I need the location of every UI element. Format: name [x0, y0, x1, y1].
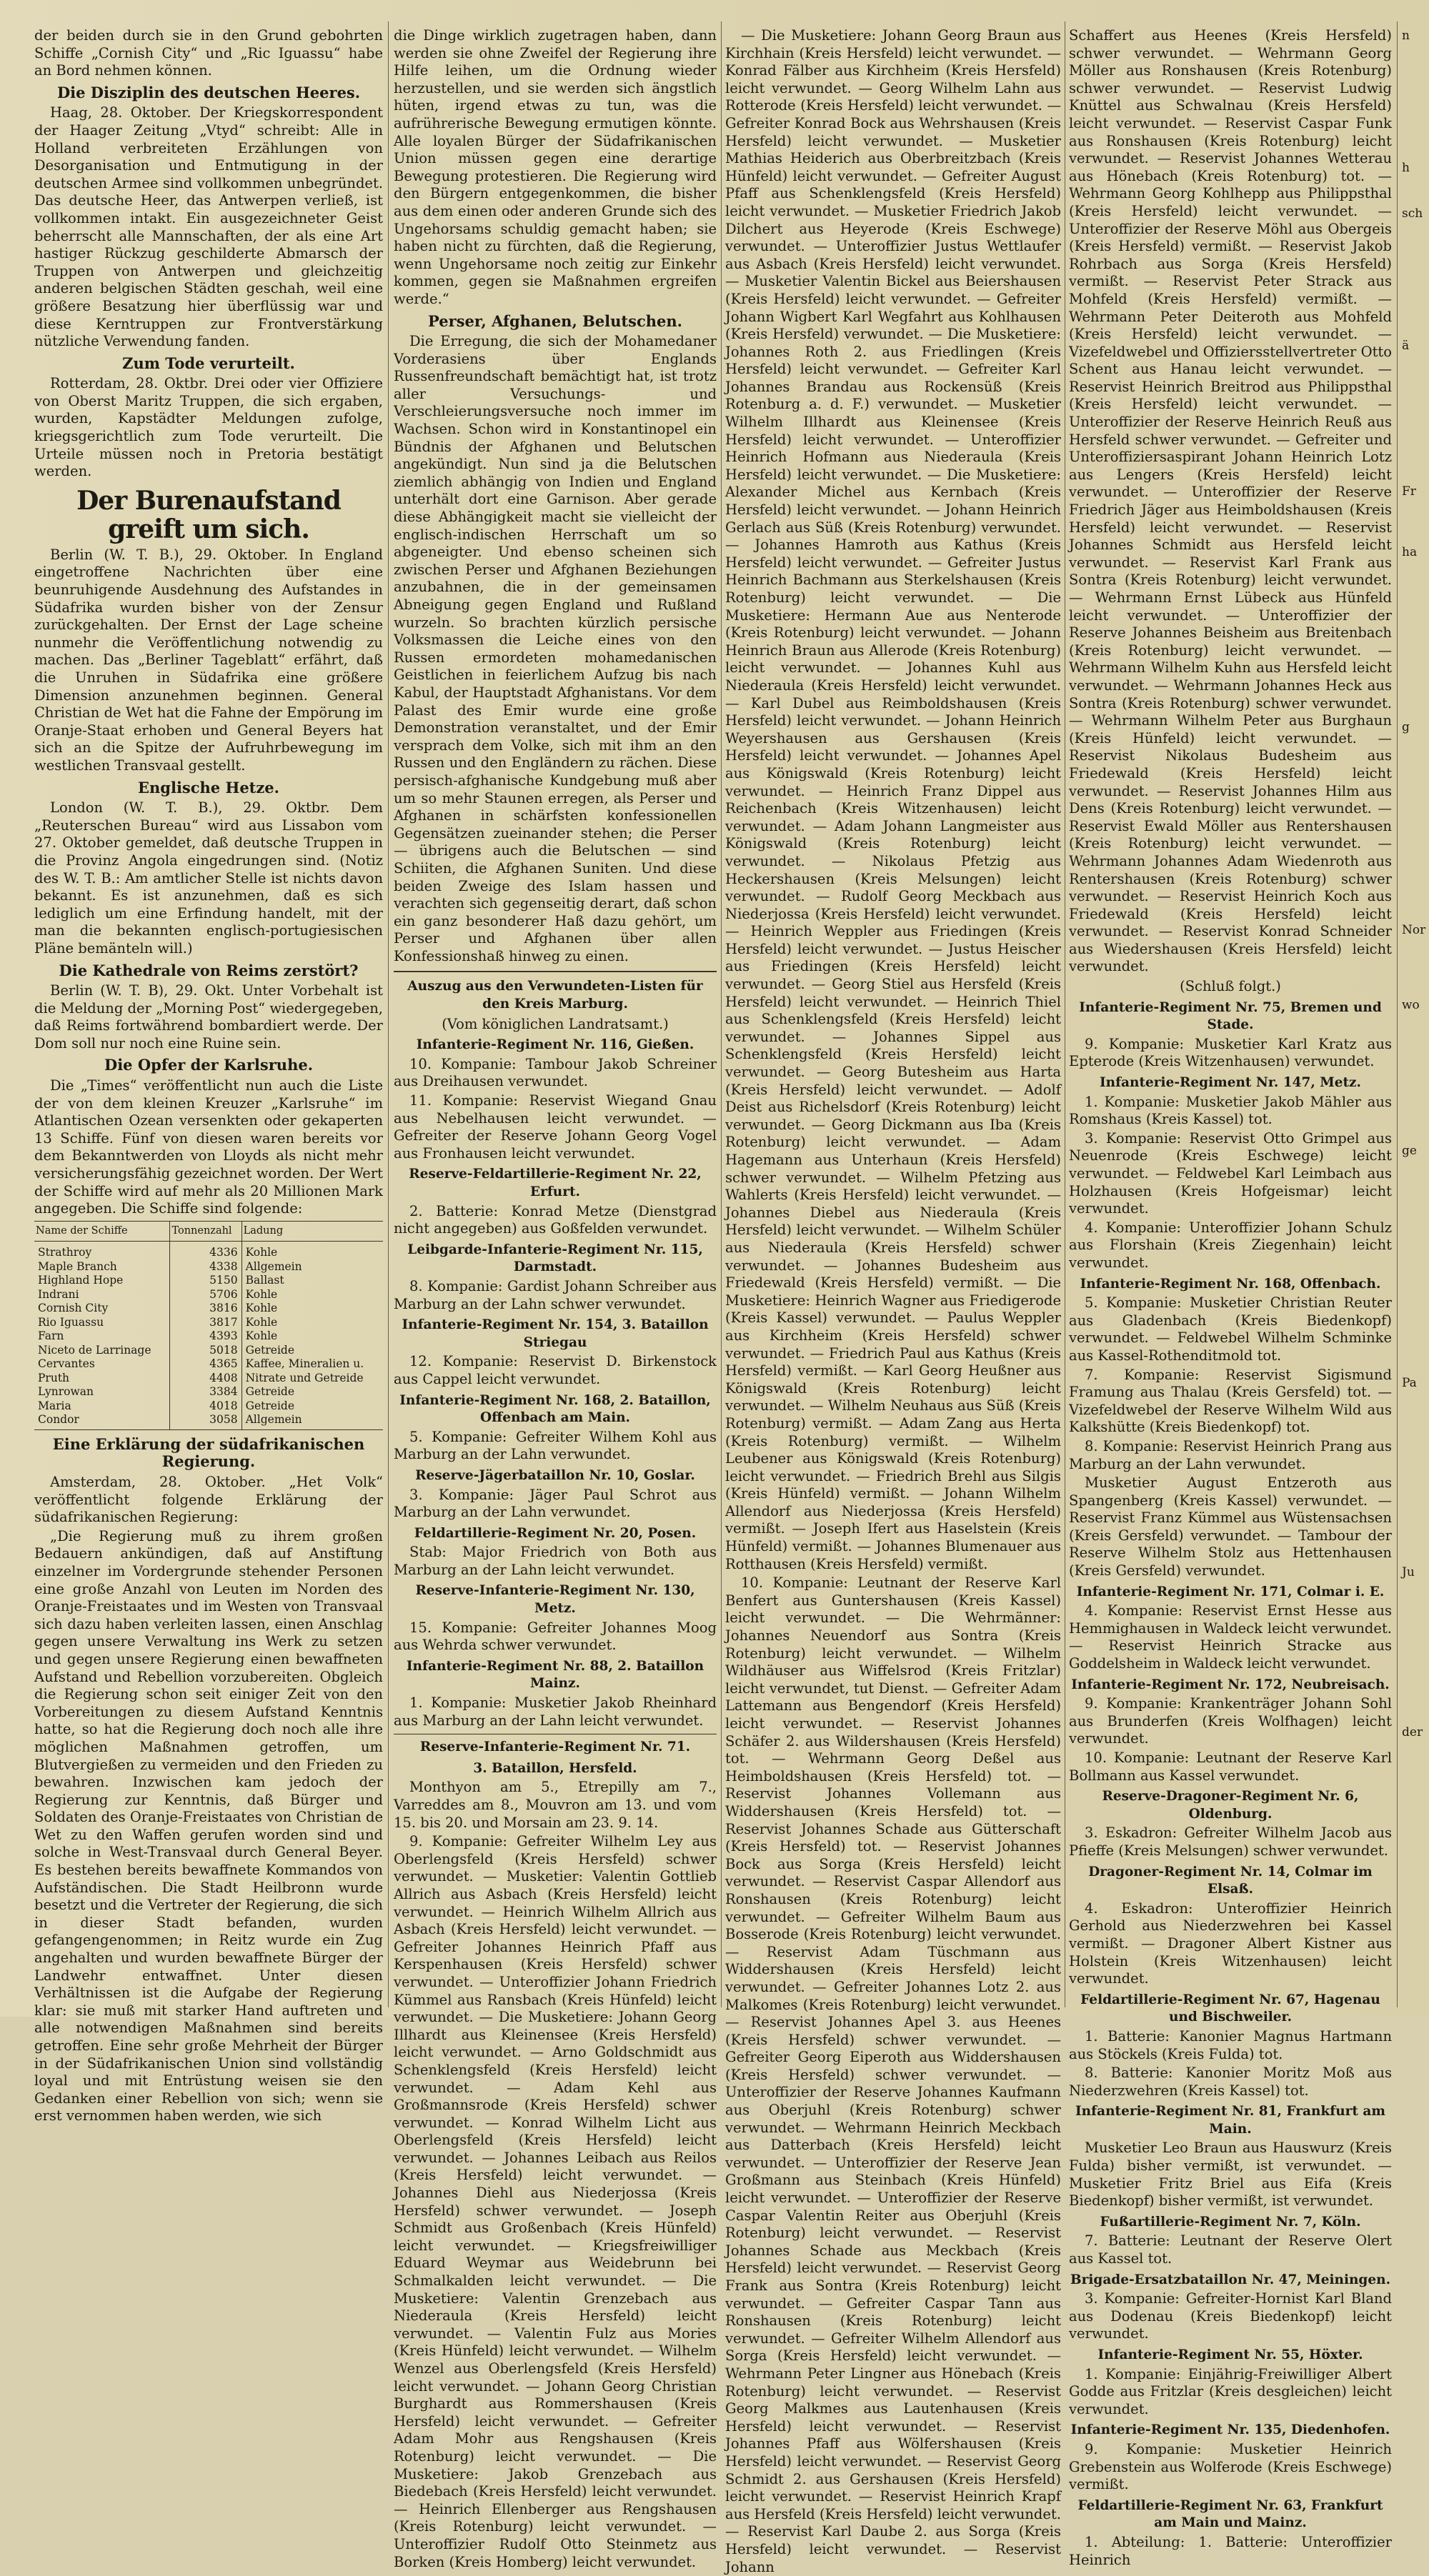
tonnage-cell: 4338: [170, 1260, 242, 1274]
ship-name-cell: Condor: [34, 1413, 170, 1429]
regiment-heading: Infanterie-Regiment Nr. 172, Neubreisach.: [1071, 1677, 1390, 1692]
casualty-entry: 15. Kompanie: Gefreiter Johannes Moog aus Wehrda schwer verwundet.: [394, 1619, 717, 1654]
cargo-cell: Kohle: [242, 1316, 383, 1330]
cutoff-fragment: ha: [1402, 544, 1418, 559]
article-text: Die „Times“ veröffentlicht nun auch die Liste der von dem kleinen Kreuzer „Karlsruhe“ im Atlantischen Ozean versenkten oder gekaperten 13 Schiffe. Fünf von diesen waren bereits vor dem Bekanntwerden von Lloyds als nicht mehr versicherungsfähig gezeichnet worden. Der Wert der Schiffe wird auf mehr als 20 Millionen Mark angegeben. Die Schiffe sind folgende:: [34, 1077, 383, 1217]
headline: Die Opfer der Karlsruhe.: [104, 1056, 314, 1074]
table-row: [34, 1260, 383, 1274]
ship-name-cell: Highland Hope: [38, 1274, 124, 1287]
tonnage-cell: 3816: [170, 1302, 242, 1316]
column-2: [394, 27, 717, 2570]
regiment-heading: Brigade-Ersatzbataillon Nr. 47, Meiningen.: [1070, 2272, 1391, 2287]
cargo-cell: Getreide: [242, 1344, 383, 1358]
casualty-entry: Musketier August Entzeroth aus Spangenberg (Kreis Kassel) verwundet. — Reservist Franz Kümmel aus Wüstensachsen (Kreis Gersfeld) verwundet. — Tambour der Reserve Wilhelm Stolz aus Hettenhausen (Kreis Gersfeld) verwundet.: [1069, 1474, 1392, 1579]
cargo-cell: Allgemein: [242, 1413, 383, 1429]
battle-dates: Monthyon am 5., Etrepilly am 7., Varreddes am 8., Mouvron am 13. und vom 15. bis 20. und Morsain am 23. 9. 14.: [394, 1779, 717, 1831]
casualty-entry: 1. Kompanie: Musketier Jakob Rheinhard aus Marburg an der Lahn leicht verwundet.: [394, 1694, 717, 1729]
regiment-heading: Feldartillerie-Regiment Nr. 63, Frankfurt am Main und Mainz.: [1077, 2497, 1383, 2531]
casualty-entry: 8. Batterie: Kanonier Moritz Moß aus Niederzwehren (Kreis Kassel) tot.: [1069, 2065, 1392, 2099]
casualty-entry: 7. Kompanie: Reservist Sigismund Framung aus Thalau (Kreis Gersfeld) tot. — Vizefeldwebel der Reserve Wilhelm Wild aus Kalkshütte (Kreis Biedenkopf) tot.: [1069, 1366, 1392, 1436]
table-row: [34, 1357, 383, 1372]
regiment-heading: Infanterie-Regiment Nr. 55, Höxter.: [1097, 2347, 1363, 2362]
table-header: Name der Schiffe: [34, 1221, 170, 1242]
cargo-cell: Kohle: [242, 1329, 383, 1344]
cutoff-fragment: n: [1402, 29, 1410, 43]
table-row: [34, 1344, 383, 1358]
tonnage-cell: 5018: [170, 1344, 242, 1358]
casualty-entry: 9. Kompanie: Gefreiter Wilhelm Ley aus Oberlengsfeld (Kreis Hersfeld) schwer verwundet. — Musketier: Valentin Gottlieb Allrich aus Asbach (Kreis Hersfeld) leicht verwundet. — Heinrich Wilhelm Allrich aus Asbach (Kreis Hersfeld) leicht verwundet. — Gefreiter Johannes Heinrich Pfaff aus Kerspenhausen (Kreis Hersfeld) schwer verwundet. — Unteroffizier Johann Friedrich Kümmel aus Ransbach (Kreis Hünfeld) leicht verwundet. — Die Musketiere: Johann Georg Illhardt aus Kleinensee (Kreis Hersfeld) leicht verwundet. — Arno Goldschmidt aus Schenklengsfeld (Kreis Hersfeld) leicht verwundet. — Adam Kehl aus Großmannsrode (Kreis Hersfeld) schwer verwundet. — Konrad Wilhelm Licht aus Oberlengsfeld (Kreis Hersfeld) leicht verwundet. — Johannes Leibach aus Reilos (Kreis Hersfeld) leicht verwundet. — Johannes Diehl aus Niederjossa (Kreis Hersfeld) schwer verwundet. — Joseph Schmidt aus Großenbach (Kreis Hünfeld) leicht verwundet. — Kriegsfreiwilliger Eduard Weymar aus Weidebrunn bei Schmalkalden leicht verwundet. — Die Musketiere: Valentin Grenzebach aus Niederaula (Kreis Hersfeld) leicht verwundet. — Valentin Fulz aus Mories (Kreis Hünfeld) leicht verwundet. — Wilhelm Wenzel aus Oberlengsfeld (Kreis Hersfeld) leicht verwundet. — Johann Georg Christian Burghardt aus Rommershausen (Kreis Hersfeld) leicht verwundet. — Gefreiter Adam Mohr aus Rengshausen (Kreis Rotenburg) leicht verwundet. — Die Musketiere: Jakob Grenzebach aus Biedebach (Kreis Hersfeld) leicht verwundet. — Heinrich Ellenberger aus Rengshausen (Kreis Rotenburg) leicht verwundet. — Unteroffizier Rudolf Otto Steinmetz aus Borken (Kreis Homberg) leicht verwundet.: [394, 1833, 717, 2570]
regiment-subheading: 3. Bataillon, Hersfeld.: [473, 1760, 637, 1776]
cutoff-fragment: Fr: [1402, 484, 1416, 499]
article-text: Amsterdam, 28. Oktober. „Het Volk“ veröffentlicht folgende Erklärung der südafrikanischen Regierung:: [34, 1474, 383, 1526]
cutoff-fragment: Nor: [1402, 923, 1426, 938]
ship-name-cell: Cornish City: [38, 1302, 109, 1315]
casualty-entry: 8. Kompanie: Gardist Johann Schreiber aus Marburg an der Lahn schwer verwundet.: [394, 1277, 717, 1312]
cutoff-fragment: wo: [1402, 997, 1420, 1012]
casualty-entry: 8. Kompanie: Reservist Heinrich Prang aus Marburg an der Lahn verwundet.: [1069, 1437, 1392, 1472]
cutoff-fragment: der: [1402, 1725, 1423, 1740]
cutoff-fragment: h: [1402, 160, 1410, 175]
source-note: (Vom königlichen Landratsamt.): [442, 1015, 669, 1032]
casualty-entry: — Die Musketiere: Johann Georg Braun aus Kirchhain (Kreis Hersfeld) leicht verwundet. — Konrad Fälber aus Kirchheim (Kreis Hersfeld) leicht verwundet. — Georg Wilhelm Lahn aus Rotterode (Kreis Hersfeld) leicht verwundet. — Gefreiter Konrad Bock aus Wehrshausen (Kreis Hersfeld) leicht verwundet. — Musketier Mathias Heiderich aus Oberbreitzbach (Kreis Hünfeld) leicht verwundet. — Gefreiter August Pfaff aus Schenklengsfeld (Kreis Hersfeld) leicht verwundet. — Musketier Friedrich Jakob Dilchert aus Heyerode (Kreis Eschwege) verwundet. — Unteroffizier Justus Wettlaufer aus Asbach (Kreis Hersfeld) leicht verwundet. — Musketier Valentin Bickel aus Beiershausen (Kreis Hersfeld) leicht verwundet. — Gefreiter Johann Wigbert Karl Wegfahrt aus Kohlhausen (Kreis Hersfeld) verwundet. — Die Musketiere: Johannes Roth 2. aus Friedlingen (Kreis Hersfeld) leicht verwundet. — Gefreiter Karl Johannes Brandau aus Rockensüß (Kreis Rotenburg a. d. F.) verwundet. — Musketier Wilhelm Illhardt aus Kleinensee (Kreis Hersfeld) leicht verwundet. — Unteroffizier Heinrich Hofmann aus Niederaula (Kreis Hersfeld) leicht verwundet. — Die Musketiere: Alexander Michel aus Kernbach (Kreis Hersfeld) leicht verwundet. — Johann Heinrich Gerlach aus Süß (Kreis Rotenburg) verwundet. — Johannes Hamroth aus Kathus (Kreis Hersfeld) leicht verwundet. — Gefreiter Justus Heinrich Bachmann aus Sterkelshausen (Kreis Rotenburg) leicht verwundet. — Die Musketiere: Hermann Aue aus Nenterode (Kreis Rotenburg) leicht verwundet. — Johann Heinrich Braun aus Allerode (Kreis Rotenburg) leicht verwundet. — Johannes Kuhl aus Niederaula (Kreis Hersfeld) leicht verwundet. — Karl Dubel aus Reimboldshausen (Kreis Hersfeld) leicht verwundet. — Johann Heinrich Weyershausen aus Gershausen (Kreis Hersfeld) leicht verwundet. — Johannes Apel aus Königswald (Kreis Rotenburg) leicht verwundet. — Heinrich Franz Dippel aus Reichenbach (Kreis Witzenhausen) leicht verwundet. — Adam Johann Langmeister aus Königswald (Kreis Rotenburg) leicht verwundet. — Nikolaus Pfetzig aus Heckershausen (Kreis Melsungen) leicht verwundet. — Rudolf Georg Meckbach aus Niederjossa (Kreis Hersfeld) leicht verwundet. — Heinrich Weppler aus Friedingen (Kreis Hersfeld) leicht verwundet. — Justus Heischer aus Friedingen (Kreis Hersfeld) leicht verwundet. — Georg Stiel aus Hersfeld (Kreis Hersfeld) leicht verwundet. — Heinrich Thiel aus Schenklengsfeld (Kreis Hersfeld) leicht verwundet. — Johannes Sippel aus Schenklengsfeld (Kreis Hersfeld) leicht verwundet. — Georg Butesheim aus Harta (Kreis Hersfeld) leicht verwundet. — Adolf Deist aus Richelsdorf (Kreis Rotenburg) leicht verwundet. — Georg Dickmann aus Iba (Kreis Rotenburg) leicht verwundet. — Adam Hagemann aus Unterhaun (Kreis Hersfeld) schwer verwundet. — Wilhelm Pfetzing aus Wahlerts (Kreis Hersfeld) leicht verwundet. — Johannes Diebel aus Niederaula (Kreis Hersfeld) leicht verwundet. — Wilhelm Schüler aus Niederaula (Kreis Hersfeld) schwer verwundet. — Johannes Budesheim aus Friedewald (Kreis Hersfeld) vermißt. — Die Musketiere: Heinrich Wagner aus Friedigerode (Kreis Kassel) verwundet. — Paulus Weppler aus Kirchheim (Kreis Hersfeld) schwer verwundet. — Friedrich Paul aus Kathus (Kreis Hersfeld) vermißt. — Karl Georg Heußner aus Königswald (Kreis Rotenburg) leicht verwundet. — Wilhelm Neuhaus aus Süß (Kreis Rotenburg) vermißt. — Adam Zang aus Herta (Kreis Rotenburg) vermißt. — Wilhelm Leubener aus Königswald (Kreis Rotenburg) leicht verwundet. — Friedrich Brehl aus Silgis (Kreis Hünfeld) vermißt. — Johann Wilhelm Allendorf aus Niederjossa (Kreis Hersfeld) vermißt. — Joseph Ifert aus Haselstein (Kreis Hünfeld) vermißt. — Johannes Blumenauer aus Rotthausen (Kreis Hersfeld) vermißt.: [725, 27, 1061, 1572]
regiment-heading: Infanterie-Regiment Nr. 135, Diedenhofen.: [1070, 2422, 1390, 2438]
table-header-row: [34, 1221, 383, 1242]
column-divider: [388, 21, 389, 2007]
article-text: die Dinge wirklich zugetragen haben, dann werden sie ohne Zweifel der Regierung ihre Hilfe leihen, um die Ordnung wieder herzustellen, und sie werden sich ängstlich hüten, irgend etwas zu tun, was die aufrührerische Bewegung ermutigen könnte. Alle loyalen Bürger der Südafrikanischen Union müssen gegen eine derartige Bewegung protestieren. Die Regierung wird den Bürgern entgegenkommen, die bisher aus dem einen oder anderen Grunde sich des Ungehorsams schuldig gemacht haben; sie haben nicht zu fürchten, daß die Regierung, wenn Ungehorsame noch zeitig zur Einkehr kommen, gegen sie Maßnahmen ergreifen werde.“: [394, 27, 717, 307]
cargo-cell: Kohle: [242, 1302, 383, 1316]
table-row: [34, 1413, 383, 1429]
cargo-cell: Kohle: [242, 1242, 383, 1260]
casualty-entry: 4. Kompanie: Reservist Ernst Hesse aus Hemmighausen in Waldeck leicht verwundet. — Reservist Heinrich Stracke aus Goddelsheim in Waldeck leicht verwundet.: [1069, 1602, 1392, 1672]
table-row: [34, 1372, 383, 1386]
article-text: Berlin (W. T. B.), 29. Oktober. In England eingetroffene Nachrichten über eine beunruhigende Ausdehnung des Aufstandes in Südafrika wurden bisher von der Zensur zurückgehalten. Der Ernst der Lage scheine nunmehr die Veröffentlichung notwendig zu machen. Das „Berliner Tageblatt“ erfährt, daß die Unruhen in Südafrika eine größere Dimension anzunehmen beginnen. General Christian de Wet hat die Fahne der Empörung im Oranje-Staat erhoben und General Beyers hat sich an die Spitze der Aufruhrbewegung im westlichen Transvaal gestellt.: [34, 546, 383, 774]
casualty-entry: 3. Eskadron: Gefreiter Wilhelm Jacob aus Pfieffe (Kreis Melsungen) schwer verwundet.: [1069, 1824, 1392, 1859]
casualty-entry: 7. Batterie: Leutnant der Reserve Olert aus Kassel tot.: [1069, 2232, 1392, 2267]
article-fragment: der beiden durch sie in den Grund gebohrten Schiffe „Cornish City“ und „Ric Iguassu“ habe an Bord nehmen können.: [34, 27, 383, 79]
casualty-entry: 1. Batterie: Kanonier Magnus Hartmann aus Stöckels (Kreis Fulda) tot.: [1069, 2027, 1392, 2062]
casualty-entry: 2. Batterie: Konrad Metze (Dienstgrad nicht angegeben) aus Goßfelden verwundet.: [394, 1202, 717, 1237]
cutoff-fragment: Ju: [1402, 1564, 1415, 1579]
tonnage-cell: 3384: [170, 1385, 242, 1399]
continuation-note: (Schluß folgt.): [1180, 978, 1281, 995]
regiment-heading: Infanterie-Regiment Nr. 168, Offenbach.: [1080, 1276, 1381, 1292]
ship-name-cell: Farn: [38, 1329, 64, 1343]
cargo-cell: Getreide: [242, 1399, 383, 1414]
casualty-entry: 3. Kompanie: Gefreiter-Hornist Karl Bland aus Dodenau (Kreis Biedenkopf) leicht verwundet.: [1069, 2290, 1392, 2342]
table-row: [34, 1302, 383, 1316]
regiment-heading: Infanterie-Regiment Nr. 81, Frankfurt am Main.: [1075, 2104, 1385, 2137]
tonnage-cell: 4408: [170, 1372, 242, 1386]
regiment-heading: Infanterie-Regiment Nr. 147, Metz.: [1099, 1075, 1361, 1091]
tonnage-cell: 3058: [170, 1413, 242, 1429]
table-header: Tonnenzahl: [170, 1221, 242, 1242]
ships-table-body: [34, 1242, 383, 1430]
table-row: [34, 1274, 383, 1288]
regiment-heading: Reserve-Infanterie-Regiment Nr. 71.: [419, 1739, 691, 1755]
cargo-cell: Kaffee, Mineralien u.: [242, 1357, 383, 1372]
casualty-entry: Schaffert aus Heenes (Kreis Hersfeld) schwer verwundet. — Wehrmann Georg Möller aus Ronshausen (Kreis Rotenburg) schwer verwundet. — Reservist Ludwig Knüttel aus Schwalnau (Kreis Hersfeld) leicht verwundet. — Reservist Caspar Funk aus Ronshausen (Kreis Rotenburg) leicht verwundet. — Reservist Johannes Wetterau aus Hönebach (Kreis Rotenburg) tot. — Wehrmann Georg Kohlhepp aus Philippsthal (Kreis Hersfeld) leicht verwundet. — Unteroffizier der Reserve Möhl aus Obergeis (Kreis Hersfeld) vermißt. — Reservist Jakob Rohrbach aus Sorga (Kreis Hersfeld) vermißt. — Reservist Peter Strack aus Mohfeld (Kreis Hersfeld) vermißt. — Wehrmann Peter Deiteroth aus Mohfeld (Kreis Hersfeld) leicht verwundet. — Vizefeldwebel und Offiziersstellvertreter Otto Schent aus Hanau leicht verwundet. — Reservist Heinrich Breitrod aus Philippsthal (Kreis Hersfeld) leicht verwundet. — Unteroffizier der Reserve Heinrich Reuß aus Hersfeld schwer verwundet. — Gefreiter und Unteroffiziersaspirant Johann Heinrich Lotz aus Lengers (Kreis Hersfeld) leicht verwundet. — Unteroffizier der Reserve Friedrich Jäger aus Heimboldshausen (Kreis Hersfeld) leicht verwundet. — Reservist Johannes Schmidt aus Hersfeld leicht verwundet. — Reservist Karl Frank aus Sontra (Kreis Rotenburg) leicht verwundet. — Wehrmann Ernst Lübeck aus Hünfeld leicht verwundet. — Unteroffizier der Reserve Johannes Beisheim aus Breitenbach (Kreis Rotenburg) leicht verwundet. — Wehrmann Wilhelm Kuhn aus Hersfeld leicht verwundet. — Wehrmann Johannes Heck aus Sontra (Kreis Rotenburg) schwer verwundet. — Wehrmann Wilhelm Peter aus Burghaun (Kreis Hünfeld) leicht verwundet. — Reservist Nikolaus Budesheim aus Friedewald (Kreis Hersfeld) leicht verwundet. — Reservist Johannes Hilm aus Dens (Kreis Rotenburg) leicht verwundet. — Reservist Ewald Möller aus Rentershausen (Kreis Rotenburg) leicht verwundet. — Wehrmann Johannes Adam Wiedenroth aus Rentershausen (Kreis Rotenburg) schwer verwundet. — Reservist Heinrich Koch aus Friedewald (Kreis Hersfeld) leicht verwundet. — Reservist Konrad Schneider aus Wiedershausen (Kreis Hersfeld) leicht verwundet.: [1069, 27, 1392, 975]
cutoff-fragment: ä: [1402, 338, 1410, 353]
cargo-cell: Kohle: [242, 1288, 383, 1302]
article-text: Die Erregung, die sich der Mohamedaner Vorderasiens über Englands Russenfreundschaft bemächtigt hat, ist trotz aller Versuchungs- und Verschleierungsversuche noch immer im Wachsen. Schon wird in Konstantinopel ein Bündnis der Afghanen und Belutschen angekündigt. Nun sind ja die Belutschen ziemlich abhängig von Indien und England unterhält dort eine Garnison. Aber gerade diese Abhängigkeit macht sie vielleicht der englisch-indischen Herrschaft um so abgeneigter. Und ebenso scheinen sich zwischen Perser und Afghanen Beziehungen anzubahnen, die in der gemeinsamen Abneigung gegen England und Rußland wurzeln. So brachten kürzlich persische Volksmassen die Leiche eines von den Russen ermordeten mohamedanischen Geistlichen in feierlichem Aufzug bis nach Kabul, der Hauptstadt Afghanistans. Vor dem Palast des Emir wurde eine große Demonstration veranstaltet, und der Emir versprach dem Volke, sich mit ihm an den Russen und den Engländern zu rächen. Diese persisch-afghanische Kundgebung muß aber um so mehr Staunen erregen, als Perser und Afghanen in schärfsten konfessionellen Gegensätzen zueinander stehen; die Perser — übrigens auch die Belutschen — sind Schiiten, die Afghanen Suniten. Und diese beiden Zweige des Islam hassen und verachten sich gegenseitig derart, daß schon ein ganz besonderer Haß dazu gehört, um Perser und Afghanen über allen Konfessionshaß hinweg zu einen.: [394, 333, 717, 964]
cargo-cell: Allgemein: [242, 1260, 383, 1274]
headline: Englische Hetze.: [138, 778, 279, 797]
table-header: Ladung: [242, 1221, 383, 1242]
casualty-entry: 10. Kompanie: Leutnant der Reserve Karl Benfert aus Guntershausen (Kreis Kassel) leicht verwundet. — Die Wehrmänner: Johannes Neuendorf aus Sontra (Kreis Rotenburg) leicht verwundet. — Wilhelm Wildhäuser aus Wiffelsrod (Kreis Fritzlar) leicht verwundet, tut Dienst. — Gefreiter Adam Lattemann aus Bengendorf (Kreis Hersfeld) leicht verwundet. — Reservist Johannes Schäfer 2. aus Wildershausen (Kreis Hersfeld) tot. — Wehrmann Georg Deßel aus Heimboldshausen (Kreis Hersfeld) tot. — Reservist Johannes Vollemann aus Widdershausen (Kreis Hersfeld) tot. — Reservist Johannes Schade aus Gütterschaft (Kreis Hersfeld) tot. — Reservist Johannes Bock aus Sorga (Kreis Hersfeld) leicht verwundet. — Reservist Caspar Allendorf aus Ronshausen (Kreis Rotenburg) leicht verwundet. — Gefreiter Wilhelm Baum aus Bosserode (Kreis Rotenburg) leicht verwundet. — Reservist Adam Tüschmann aus Widdershausen (Kreis Hersfeld) leicht verwundet. — Gefreiter Johannes Lotz 2. aus Malkomes (Kreis Rotenburg) leicht verwundet. — Reservist Johannes Apel 3. aus Heenes (Kreis Hersfeld) schwer verwundet. — Gefreiter Georg Eiperoth aus Widdershausen (Kreis Hersfeld) schwer verwundet. — Unteroffizier der Reserve Johannes Kaufmann aus Oberjuhl (Kreis Rotenburg) schwer verwundet. — Wehrmann Heinrich Meckbach aus Datterbach (Kreis Hersfeld) leicht verwundet. — Unteroffizier der Reserve Jean Großmann aus Steinbach (Kreis Hünfeld) leicht verwundet. — Unteroffizier der Reserve Caspar Valentin Reiter aus Oberjuhl (Kreis Rotenburg) leicht verwundet. — Reservist Johannes Schade aus Meckbach (Kreis Hersfeld) leicht verwundet. — Reservist Georg Frank aus Sontra (Kreis Rotenburg) leicht verwundet. — Gefreiter Caspar Tann aus Ronshausen (Kreis Rotenburg) leicht verwundet. — Gefreiter Wilhelm Allendorf aus Sorga (Kreis Hersfeld) leicht verwundet. — Wehrmann Peter Lingner aus Hönebach (Kreis Rotenburg) leicht verwundet. — Reservist Georg Malkmes aus Lautenhausen (Kreis Hersfeld) leicht verwundet. — Reservist Johannes Pfaff aus Wölfershausen (Kreis Hersfeld) leicht verwundet. — Reservist Georg Schmidt 2. aus Gershausen (Kreis Hersfeld) leicht verwundet. — Reservist Heinrich Krapf aus Hersfeld (Kreis Hersfeld) leicht verwundet. — Reservist Karl Daube 2. aus Sorga (Kreis Hersfeld) leicht verwundet. — Reservist Johann: [725, 1574, 1061, 2575]
column-5-cutoff: [1402, 27, 1429, 2010]
casualty-entry: 1. Abteilung: 1. Batterie: Unteroffizier Heinrich: [1069, 2533, 1392, 2568]
casualty-entry: Stab: Major Friedrich von Both aus Marburg an der Lahn leicht verwundet.: [394, 1544, 717, 1578]
ship-name-cell: Maria: [38, 1399, 71, 1412]
ship-name-cell: Rio Iguassu: [38, 1315, 104, 1329]
column-1: [34, 27, 383, 2125]
tonnage-cell: 4365: [170, 1357, 242, 1372]
table-row: [34, 1399, 383, 1414]
casualty-entry: 9. Kompanie: Krankenträger Johann Sohl aus Brunderfen (Kreis Wolfhagen) leicht verwundet.: [1069, 1695, 1392, 1747]
ship-name-cell: Niceto de Larrinage: [38, 1343, 151, 1357]
cutoff-fragment: g: [1402, 719, 1410, 734]
table-row: [34, 1242, 383, 1260]
casualty-entry: Musketier Leo Braun aus Hauswurz (Kreis Fulda) bisher vermißt, ist verwundet. — Musketier Fritz Briel aus Eifa (Kreis Biedenkopf) bisher vermißt, ist verwundet.: [1069, 2140, 1392, 2210]
casualty-entry: 10. Kompanie: Leutnant der Reserve Karl Bollmann aus Kassel verwundet.: [1069, 1749, 1392, 1784]
casualty-entry: 1. Kompanie: Einjährig-Freiwilliger Albert Godde aus Fritzlar (Kreis desgleichen) leicht verwundet.: [1069, 2365, 1392, 2417]
regiment-heading: Infanterie-Regiment Nr. 116, Gießen.: [416, 1037, 694, 1053]
casualty-entry: 4. Eskadron: Unteroffizier Heinrich Gerhold aus Niederzwehren bei Kassel vermißt. — Dragoner Albert Kistner aus Holstein (Kreis Witzenhausen) leicht verwundet.: [1069, 1899, 1392, 1987]
cutoff-fragment: ge: [1402, 1144, 1417, 1159]
tonnage-cell: 4336: [170, 1242, 242, 1260]
article-text: Rotterdam, 28. Oktbr. Drei oder vier Offiziere von Oberst Maritz Truppen, die sich ergaben, wurden, Kapstädter Meldungen zufolge, kriegsgerichtlich zum Tode verurteilt. Die Urteile müssen noch in Pretoria bestätigt werden.: [34, 375, 383, 480]
ship-name-cell: Indrani: [38, 1287, 79, 1301]
column-4: [1069, 27, 1392, 2568]
regiment-heading: Infanterie-Regiment Nr. 75, Bremen und Stade.: [1079, 999, 1382, 1033]
ships-table: [34, 1221, 383, 1430]
headline: Die Disziplin des deutschen Heeres.: [56, 83, 361, 101]
article-text: London (W. T. B.), 29. Oktbr. Dem „Reuterschen Bureau“ wird aus Lissabon vom 27. Oktober gemeldet, daß deutsche Truppen in die Provinz Angola eingedrungen sind. (Notiz des W. T. B.: Am amtlicher Stelle ist nichts davon bekannt. Es ist anzunehmen, daß es sich lediglich um eine Erfindung handelt, mit der man die bekannten englisch-portugiesischen Pläne bemänteln will.): [34, 799, 383, 957]
tonnage-cell: 4393: [170, 1329, 242, 1344]
tonnage-cell: 5150: [170, 1274, 242, 1288]
regiment-heading: Dragoner-Regiment Nr. 14, Colmar im Elsaß.: [1088, 1864, 1373, 1897]
article-text: Berlin (W. T. B), 29. Okt. Unter Vorbehalt ist die Meldung der „Morning Post“ wiedergegeben, daß Reims fortwährend bombardiert werde. Der Dom soll nur noch eine Ruine sein.: [34, 982, 383, 1052]
table-row: [34, 1288, 383, 1302]
column-3: [725, 27, 1061, 2575]
separator: [394, 971, 717, 972]
cutoff-fragment: sch: [1402, 206, 1423, 221]
main-headline: Der Burenaufstand greift um sich.: [76, 485, 341, 544]
regiment-heading: Reserve-Infanterie-Regiment Nr. 130, Metz.: [415, 1583, 695, 1617]
casualty-list-title: Auszug aus den Verwundeten-Listen für den Kreis Marburg.: [407, 979, 703, 1012]
ship-name-cell: Pruth: [38, 1371, 70, 1384]
cargo-cell: Ballast: [242, 1274, 383, 1288]
tonnage-cell: 4018: [170, 1399, 242, 1414]
column-divider: [721, 21, 722, 2007]
cutoff-fragment: Pa: [1402, 1375, 1417, 1390]
ship-name-cell: Strathroy: [38, 1246, 92, 1259]
table-row: [34, 1329, 383, 1344]
headline: Eine Erklärung der südafrikanischen Regierung.: [52, 1434, 365, 1471]
article-text: „Die Regierung muß zu ihrem großen Bedauern ankündigen, daß auf Anstiftung einzelner im Vordergrunde stehender Personen eine große Anzahl von Leuten im Norden des Oranje-Freistaates und im Westen von Transvaal sich dazu haben verleiten lassen, einen Anschlag gegen unsere Verwaltung ins Werk zu setzen und gegen unsere Regierung einen bewaffneten Aufstand und Rebellion vorzubereiten. Obgleich die Regierung schon seit einiger Zeit von den Vorbereitungen zu diesem Aufstand Kenntnis hatte, so hat die Regierung doch noch alle ihre möglichen Maßnahmen getroffen, um Blutvergießen zu vermeiden und den Frieden zu bewahren. Inzwischen kam jedoch der Regierung zur Kenntnis, daß Bürger und Soldaten des Oranje-Freistaates von Christian de Wet zu den Waffen gerufen worden sind und solche in West-Transvaal durch General Beyer. Es bestehen bereits bewaffnete Kommandos von Aufständischen. Die Stadt Heilbronn wurde besetzt und die Vertreter der Regierung, die sich in dieser Stadt befanden, wurden gefangengenommen; in Reitz wurde ein Zug angehalten und wurden bewaffnete Bürger der Landwehr entwaffnet. Unter diesen Verhältnissen ist die Aufgabe der Regierung klar: sie muß mit starker Hand auftreten und alle notwendigen Maßnahmen sind bereits getroffen. Eine sehr große Mehrheit der Bürger in der Südafrikanischen Union sind vollständig loyal und mit Entrüstung weisen sie den Gedanken einer Rebellion von sich; wenn sie erst vernommen haben werden, wie sich: [34, 1527, 383, 2125]
headline: Perser, Afghanen, Belutschen.: [428, 311, 682, 330]
cargo-cell: Nitrate und Getreide: [242, 1372, 383, 1386]
tonnage-cell: 3817: [170, 1316, 242, 1330]
regiment-heading: Reserve-Feldartillerie-Regiment Nr. 22, Erfurt.: [409, 1167, 702, 1199]
headline: Die Kathedrale von Reims zerstört?: [59, 961, 359, 979]
column-divider: [1397, 21, 1398, 2007]
ship-name-cell: Maple Branch: [38, 1259, 117, 1273]
headline: Zum Tode verurteilt.: [122, 354, 295, 372]
regiment-heading: Infanterie-Regiment Nr. 171, Colmar i. E.: [1076, 1584, 1385, 1599]
regiment-heading: Infanterie-Regiment Nr. 88, 2. Bataillon Mainz.: [406, 1658, 704, 1692]
ship-name-cell: Lynrowan: [38, 1385, 94, 1399]
regiment-heading: Leibgarde-Infanterie-Regiment Nr. 115, Darmstadt.: [407, 1242, 703, 1275]
regiment-heading: Infanterie-Regiment Nr. 168, 2. Bataillon, Offenbach am Main.: [399, 1392, 711, 1426]
casualty-entry: 1. Kompanie: Musketier Jakob Mähler aus Romshaus (Kreis Kassel) tot.: [1069, 1093, 1392, 1128]
table-row: [34, 1316, 383, 1330]
regiment-heading: Fußartillerie-Regiment Nr. 7, Köln.: [1100, 2214, 1361, 2230]
regiment-heading: Infanterie-Regiment Nr. 154, 3. Bataillon Striegau: [402, 1317, 709, 1350]
regiment-heading: Reserve-Jägerbataillon Nr. 10, Goslar.: [415, 1467, 695, 1483]
casualty-entry: 9. Kompanie: Musketier Heinrich Grebenstein aus Wolferode (Kreis Eschwege) vermißt.: [1069, 2440, 1392, 2493]
casualty-entry: 3. Kompanie: Reservist Otto Grimpel aus Neuenrode (Kreis Eschwege) leicht verwundet. — Feldwebel Karl Leimbach aus Holzhausen (Kreis Hofgeismar) leicht verwundet.: [1069, 1129, 1392, 1217]
casualty-entry: 5. Kompanie: Musketier Christian Reuter aus Gladenbach (Kreis Biedenkopf) verwundet. — Feldwebel Wilhelm Schminke aus Kassel-Rothenditmold tot.: [1069, 1294, 1392, 1364]
article-text: Haag, 28. Oktober. Der Kriegskorrespondent der Haager Zeitung „Vtyd“ schreibt: Alle in Holland verbreiteten Erzählungen von Desorganisation und Entmutigung in der deutschen Armee sind vollkommen unbegründet. Das deutsche Heer, das Antwerpen verließ, ist vollkommen intakt. Ein ausgezeichneter Geist beherrscht alle Mannschaften, der als eine Art hastiger Rückzug geschilderte Abmarsch der Truppen von Antwerpen und gleichzeitig anderen belgischen Städten geschah, weil eine größere Besatzung hier überflüssig war und diese Kerntruppen zur Frontverstärkung nützliche Verwendung fanden.: [34, 104, 383, 350]
casualty-entry: 9. Kompanie: Musketier Karl Kratz aus Epterode (Kreis Witzenhausen) verwundet.: [1069, 1035, 1392, 1070]
tonnage-cell: 5706: [170, 1288, 242, 1302]
casualty-entry: 12. Kompanie: Reservist D. Birkenstock aus Cappel leicht verwundet.: [394, 1353, 717, 1387]
cargo-cell: Getreide: [242, 1385, 383, 1399]
regiment-heading: Feldartillerie-Regiment Nr. 67, Hagenau und Bischweiler.: [1080, 1992, 1380, 2025]
regiment-heading: Feldartillerie-Regiment Nr. 20, Posen.: [414, 1525, 697, 1541]
casualty-entry: 5. Kompanie: Gefreiter Wilhem Kohl aus Marburg an der Lahn verwundet.: [394, 1428, 717, 1463]
casualty-entry: 4. Kompanie: Unteroffizier Johann Schulz aus Florshain (Kreis Ziegenhain) leicht verwundet.: [1069, 1219, 1392, 1271]
ship-name-cell: Cervantes: [38, 1357, 95, 1371]
casualty-entry: 10. Kompanie: Tambour Jakob Schreiner aus Dreihausen verwundet.: [394, 1055, 717, 1090]
regiment-heading: Reserve-Dragoner-Regiment Nr. 6, Oldenburg.: [1102, 1789, 1359, 1822]
casualty-entry: 3. Kompanie: Jäger Paul Schrot aus Marburg an der Lahn verwundet.: [394, 1486, 717, 1521]
casualty-entry: 11. Kompanie: Reservist Wiegand Gnau aus Nebelhausen leicht verwundet. — Gefreiter der Reserve Johann Georg Vogel aus Fronhausen leicht verwundet.: [394, 1092, 717, 1162]
table-row: [34, 1385, 383, 1399]
